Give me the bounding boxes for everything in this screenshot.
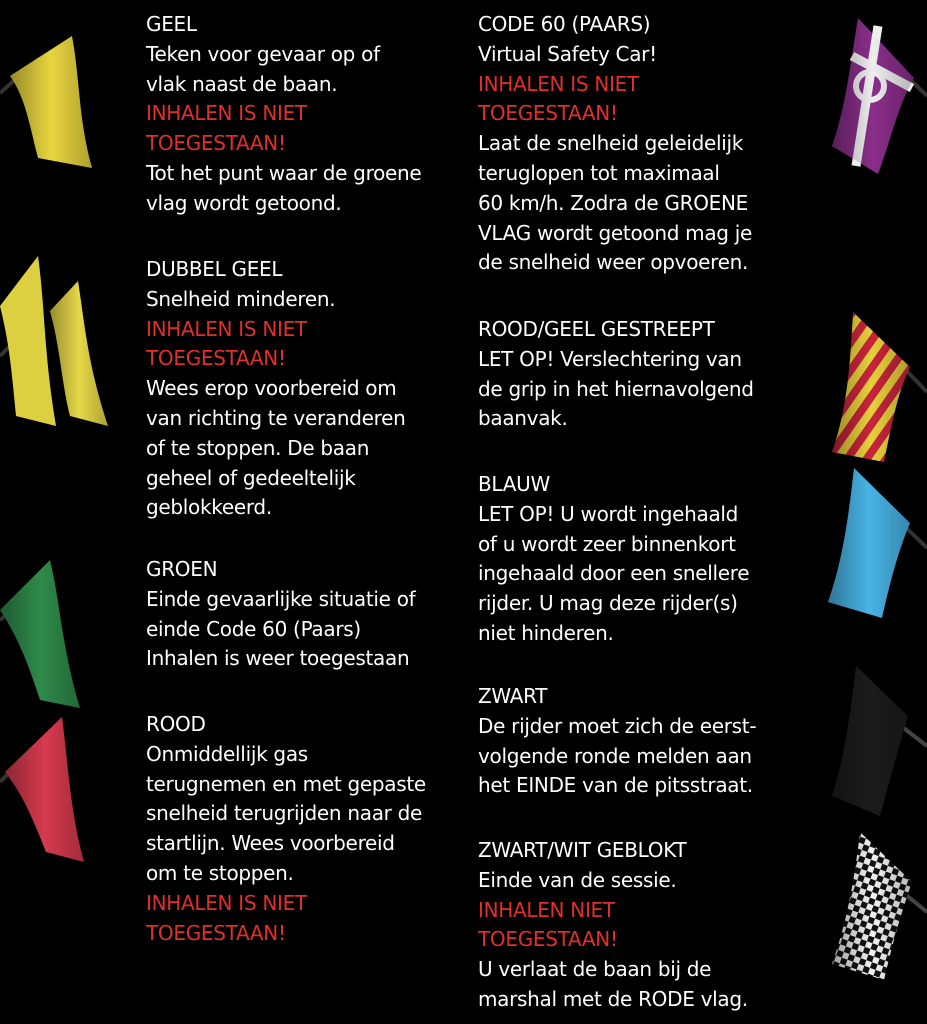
double-yellow-flag-icon <box>0 256 112 431</box>
checkered-flag-icon <box>830 832 927 982</box>
section-zwart-wit <box>478 836 748 1015</box>
description-text: 60 km/h. Zodra de GROENE <box>478 190 748 215</box>
section-geel <box>146 10 421 219</box>
section-code-60 <box>478 10 752 278</box>
warning-text: TOEGESTAAN! <box>146 346 286 371</box>
description-text: Snelheid minderen. <box>146 286 336 311</box>
description-text: U verlaat de baan bij de <box>478 957 712 982</box>
section-title: GROEN <box>146 557 218 581</box>
description-text: van richting te veranderen <box>146 405 406 430</box>
description-text: rijder. U mag deze rijder(s) <box>478 591 738 616</box>
description-text: het EINDE van de pitsstraat. <box>478 773 753 798</box>
warning-text: INHALEN IS NIET <box>146 101 307 126</box>
section-title: BLAUW <box>478 472 550 496</box>
description-text: LET OP! Verslechtering van <box>478 346 742 371</box>
description-text: Virtual Safety Car! <box>478 41 657 66</box>
description-text: vlak naast de baan. <box>146 71 338 96</box>
red-flag-icon <box>0 712 90 867</box>
description-text: de snelheid weer opvoeren. <box>478 250 749 275</box>
description-text: startlijn. Wees voorbereid <box>146 831 395 856</box>
section-groen <box>146 555 415 674</box>
section-rood-geel <box>478 315 754 434</box>
section-title: ZWART/WIT GEBLOKT <box>478 838 687 862</box>
section-blauw <box>478 470 749 649</box>
section-dubbel-geel <box>146 255 405 523</box>
section-title: DUBBEL GEEL <box>146 257 283 281</box>
description-text: baanvak. <box>478 406 568 431</box>
warning-text: TOEGESTAAN! <box>146 131 286 156</box>
description-text: Einde van de sessie. <box>478 867 677 892</box>
description-text: geblokkeerd. <box>146 495 272 520</box>
section-title: ROOD/GEEL GESTREEPT <box>478 317 715 341</box>
warning-text: TOEGESTAAN! <box>478 101 618 126</box>
description-text: niet hinderen. <box>478 620 614 645</box>
warning-text: INHALEN IS NIET <box>146 890 307 915</box>
description-text: snelheid terugrijden naar de <box>146 801 423 826</box>
description-text: marshal met de RODE vlag. <box>478 986 748 1011</box>
section-title: ROOD <box>146 712 206 736</box>
description-text: teruglopen tot maximaal <box>478 160 720 185</box>
description-text: Teken voor gevaar op of <box>146 41 380 66</box>
warning-text: TOEGESTAAN! <box>478 927 618 952</box>
section-title: GEEL <box>146 12 197 36</box>
description-text: of te stoppen. De baan <box>146 435 370 460</box>
description-text: om te stoppen. <box>146 860 294 885</box>
warning-text: INHALEN IS NIET <box>146 316 307 341</box>
section-zwart <box>478 682 756 801</box>
warning-text: TOEGESTAAN! <box>146 920 286 945</box>
description-text: terugnemen en met gepaste <box>146 771 426 796</box>
section-title: CODE 60 (PAARS) <box>478 12 651 36</box>
section-rood <box>146 710 426 948</box>
description-text: Laat de snelheid geleidelijk <box>478 131 744 156</box>
description-text: ingehaald door een snellere <box>478 561 750 586</box>
green-flag-icon <box>0 560 90 710</box>
description-text: LET OP! U wordt ingehaald <box>478 501 739 526</box>
description-text: einde Code 60 (Paars) <box>146 616 361 641</box>
description-text: geheel of gedeeltelijk <box>146 465 356 490</box>
description-text: vlag wordt getoond. <box>146 190 342 215</box>
section-title: ZWART <box>478 684 548 708</box>
description-text: Wees erop voorbereid om <box>146 376 397 401</box>
warning-text: INHALEN NIET <box>478 897 615 922</box>
warning-text: INHALEN IS NIET <box>478 71 639 96</box>
description-text: of u wordt zeer binnenkort <box>478 531 736 556</box>
description-text: volgende ronde melden aan <box>478 743 752 768</box>
blue-flag-icon <box>826 468 927 620</box>
red-yellow-striped-flag-icon <box>828 312 927 464</box>
description-text: Onmiddellijk gas <box>146 741 308 766</box>
yellow-flag-icon <box>0 18 100 168</box>
description-text: VLAG wordt getoond mag je <box>478 220 753 245</box>
purple-code60-flag-icon <box>826 16 927 176</box>
description-text: Inhalen is weer toegestaan <box>146 646 410 671</box>
black-flag-icon <box>828 666 927 818</box>
description-text: de grip in het hiernavolgend <box>478 376 754 401</box>
description-text: De rijder moet zich de eerst- <box>478 713 757 738</box>
description-text: Tot het punt waar de groene <box>146 160 422 185</box>
description-text: Einde gevaarlijke situatie of <box>146 586 416 611</box>
